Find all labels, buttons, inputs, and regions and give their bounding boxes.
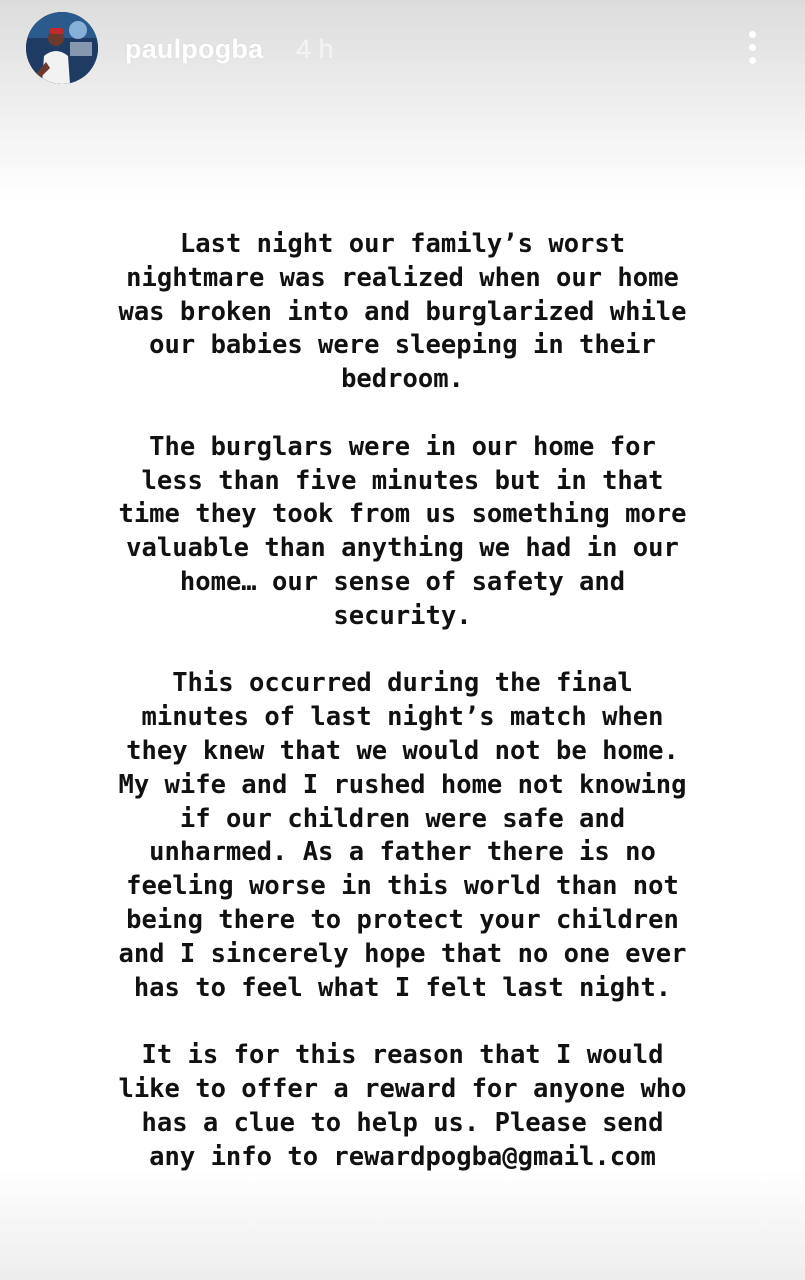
message-line: security.: [333, 600, 472, 631]
message-line: was broken into and burglarized while: [118, 296, 687, 327]
message-paragraph: [40, 431, 765, 634]
message-line: has a clue to help us. Please send: [141, 1107, 664, 1138]
message-line: time they took from us something more: [118, 499, 687, 530]
message-line: our babies were sleeping in their: [149, 330, 656, 361]
more-options-button[interactable]: [735, 24, 769, 70]
message-line: Last night our family’s worst: [179, 229, 626, 259]
message-line: being there to protect your children: [126, 904, 679, 935]
message-paragraph: [40, 667, 765, 1005]
message-line: and I sincerely hope that no one ever: [118, 938, 687, 969]
message-line: less than five minutes but in that: [141, 465, 664, 496]
more-vertical-icon: [749, 44, 756, 51]
message-paragraph: [40, 228, 765, 397]
story-header: [0, 0, 805, 100]
message-line: bedroom.: [341, 364, 464, 395]
message-line: The burglars were in our home for: [149, 431, 656, 462]
message-line: has to feel what I felt last night.: [133, 972, 672, 1003]
message-line: unharmed. As a father there is no: [149, 837, 656, 868]
message-line: This occurred during the final: [172, 668, 633, 699]
message-line: feeling worse in this world than not: [126, 871, 679, 902]
story-username[interactable]: paulpogba: [125, 34, 264, 64]
message-line: My wife and I rushed home not knowing: [118, 769, 687, 800]
message-line: if our children were safe and: [179, 803, 626, 834]
message-line: any info to rewardpogba@gmail.com: [149, 1141, 656, 1172]
more-vertical-icon: [749, 57, 756, 64]
story-text-message: [40, 228, 765, 1174]
bottom-gradient-overlay: [0, 1170, 805, 1280]
message-line: home… our sense of safety and: [179, 566, 626, 597]
more-vertical-icon: [749, 31, 756, 38]
message-paragraph: [40, 1039, 765, 1174]
avatar-image: [26, 12, 98, 84]
message-line: they knew that we would not be home.: [126, 735, 679, 766]
story-timestamp: 4 h: [296, 34, 334, 64]
message-line: minutes of last night’s match when: [141, 702, 664, 733]
message-line: nightmare was realized when our home: [126, 262, 679, 293]
message-line: valuable than anything we had in our: [126, 533, 679, 564]
message-line: like to offer a reward for anyone who: [118, 1073, 687, 1104]
profile-avatar[interactable]: [26, 12, 98, 84]
message-line: It is for this reason that I would: [141, 1040, 664, 1071]
